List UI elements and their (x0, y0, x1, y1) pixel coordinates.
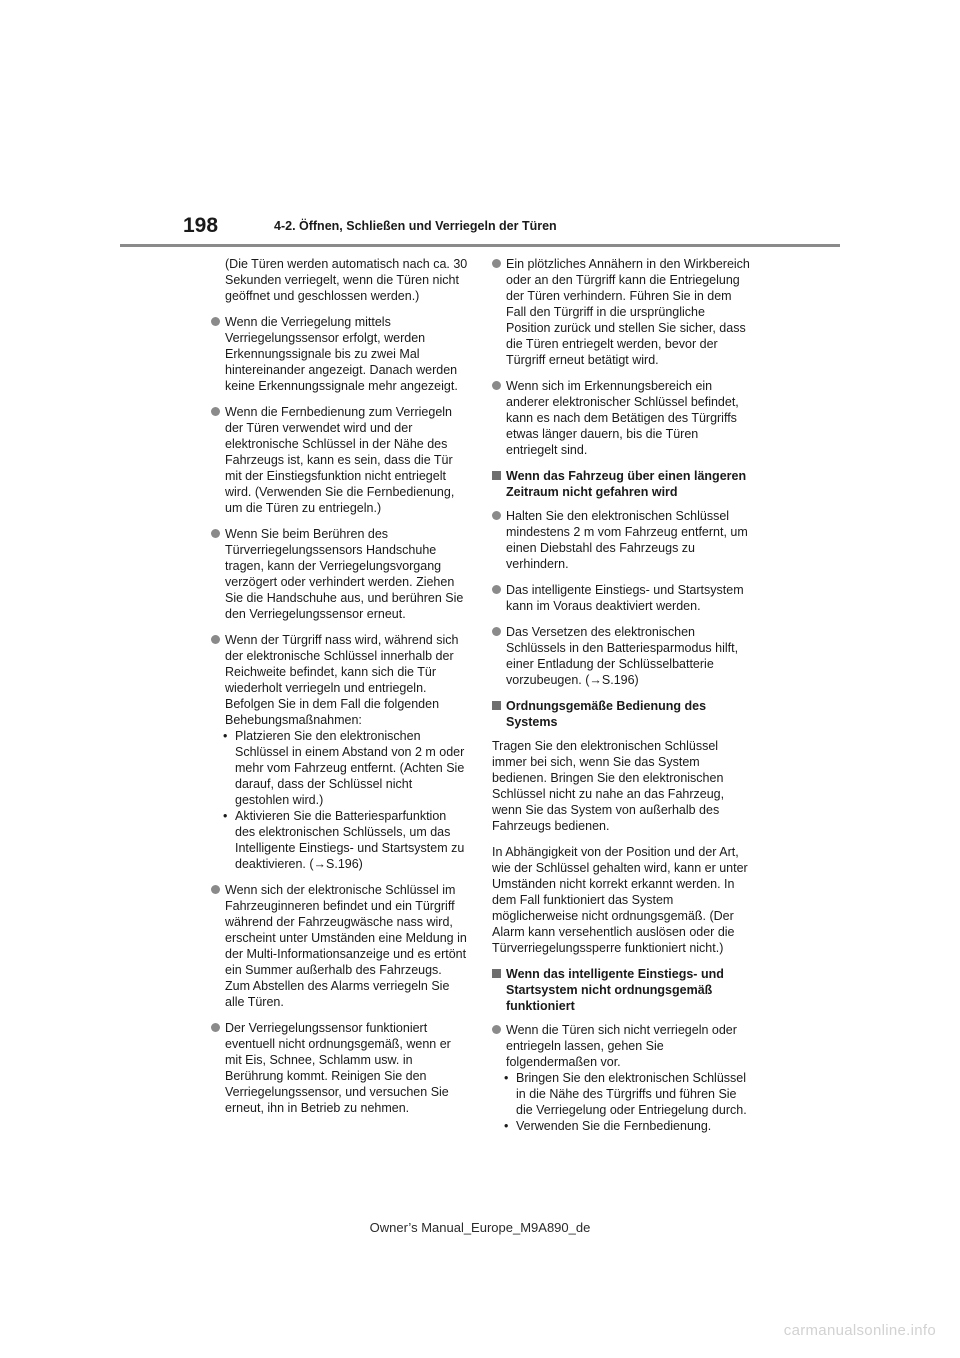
sub-item: • Bringen Sie den elektronischen Schlüssel in die Nähe des Türgriffs und führen Sie die Verriegelung oder Entriegelung durch. (506, 1070, 750, 1118)
list-item: Halten Sie den elektronischen Schlüssel mindestens 2 m vom Fahrzeug entfernt, um einen Diebstahl des Fahrzeugs zu verhindern. (492, 508, 750, 572)
bullet-icon (211, 1023, 220, 1032)
list-item: Wenn die Verriegelung mittels Verriegelungssensor erfolgt, werden Erkennungssignale bis zu zwei Mal hintereinander angezeigt. Danach werden keine Erkennungssignale mehr angezeigt. (211, 314, 469, 394)
subsection-heading: Wenn das intelligente Einstiegs- und Startsystem nicht ordnungsgemäß funktioniert (492, 966, 750, 1014)
list-item: Das intelligente Einstiegs- und Startsystem kann im Voraus deaktiviert werden. (492, 582, 750, 614)
list-item: Wenn die Fernbedienung zum Verriegeln der Türen verwendet wird und der elektronische Schlüssel in der Nähe des Fahrzeugs ist, kann es sein, dass die Tür mit der Einstiegsfunktion nicht entriegelt wird. (Verwenden Sie die Fernbedienung, um die Türen zu entriegeln.) (211, 404, 469, 516)
subsection-heading: Wenn das Fahrzeug über einen längeren Zeitraum nicht gefahren wird (492, 468, 750, 500)
header-divider (120, 244, 840, 247)
watermark: carmanualsonline.info (783, 1322, 936, 1339)
bullet-icon (492, 259, 501, 268)
bullet-icon (211, 635, 220, 644)
list-item: Wenn Sie beim Berühren des Türverriegelungssensors Handschuhe tragen, kann der Verriegelungsvorgang verzögert oder verhindert werden. Ziehen Sie die Handschuhe aus, und berühren Sie den Verriegelungssensor erneut. (211, 526, 469, 622)
body-paragraph: In Abhängigkeit von der Position und der Art, wie der Schlüssel gehalten wird, kann er unter Umständen nicht korrekt erkannt werden. In dem Fall funktioniert das System möglicherweise nicht ordnungsgemäß. (Der Alarm kann versehentlich auslösen oder die Türverriegelungssperre funktioniert nicht.) (492, 845, 748, 955)
sub-item: • Platzieren Sie den elektronischen Schlüssel in einem Abstand von 2 m oder mehr vom Fahrzeug entfernt. (Achten Sie darauf, dass der Schlüssel nicht gestohlen wird.) (225, 728, 469, 808)
square-bullet-icon (492, 969, 501, 978)
bullet-icon (211, 529, 220, 538)
square-bullet-icon (492, 471, 501, 480)
bullet-icon (492, 1025, 501, 1034)
bullet-icon (211, 885, 220, 894)
list-item: Wenn der Türgriff nass wird, während sich der elektronische Schlüssel innerhalb der Reichweite befindet, kann sich die Tür wiederholt verriegeln und entriegeln. Befolgen Sie in dem Fall die folgenden Behebungsmaßnahmen: • Platzieren Sie den elektronischen Schlüssel in einem Abstand von 2 m oder mehr vom Fahrzeug entfernt. (Achten Sie darauf, dass der Schlüssel nicht gestohlen wird.) • Aktivieren Sie die Batteriesparfunktion des elektronischen Schlüssels, um das Intelligente Einstiegs- und Startsystem zu deaktivieren. (→S.196) (211, 632, 469, 872)
list-item: Wenn die Türen sich nicht verriegeln oder entriegeln lassen, gehen Sie folgendermaßen vor. • Bringen Sie den elektronischen Schlüssel in die Nähe des Türgriffs und führen Sie die Verriegelung oder Entriegelung durch. • Verwenden Sie die Fernbedienung. (492, 1022, 750, 1134)
page-number: 198 (183, 214, 219, 237)
list-item: Ein plötzliches Annähern in den Wirkbereich oder an den Türgriff kann die Entriegelung der Türen verhindern. Führen Sie in dem Fall den Türgriff in die ursprüngliche Position zurück und stellen Sie sicher, dass die Türen entriegelt werden, bevor der Türgriff erneut betätigt wird. (492, 256, 750, 368)
list-item: Wenn sich im Erkennungsbereich ein anderer elektronischer Schlüssel befindet, kann es nach dem Betätigen des Türgriffs etwas länger dauern, bis die Türen entriegelt sind. (492, 378, 750, 458)
bullet-icon (492, 511, 501, 520)
subsection-heading: Ordnungsgemäße Bedienung des Systems (492, 698, 750, 730)
bullet-icon (211, 407, 220, 416)
bullet-icon (492, 627, 501, 636)
left-column (211, 256, 469, 1126)
body-paragraph: Tragen Sie den elektronischen Schlüssel immer bei sich, wenn Sie das System bedienen. Bringen Sie den elektronischen Schlüssel nicht zu nahe an das Fahrzeug, wenn Sie das System von außerhalb des Fahrzeugs bedienen. (492, 739, 725, 833)
bullet-icon (492, 381, 501, 390)
list-item: Wenn sich der elektronische Schlüssel im Fahrzeuginneren befindet und ein Türgriff während der Fahrzeugwäsche nass wird, erscheint unter Umständen eine Meldung in der Multi-Informationsanzeige und es ertönt ein Summer außerhalb des Fahrzeugs. Zum Abstellen des Alarms verriegeln Sie alle Türen. (211, 882, 469, 1010)
section-title: 4-2. Öffnen, Schließen und Verriegeln der Türen (274, 219, 557, 233)
footer-text: Owner’s Manual_Europe_M9A890_de (369, 1220, 591, 1235)
list-item: Der Verriegelungssensor funktioniert eventuell nicht ordnungsgemäß, wenn er mit Eis, Schnee, Schlamm usw. in Berührung kommt. Reinigen Sie den Verriegelungssensor, und versuchen Sie erneut, ihn in Betrieb zu nehmen. (211, 1020, 469, 1116)
square-bullet-icon (492, 701, 501, 710)
list-item: Das Versetzen des elektronischen Schlüssels in den Batteriesparmodus hilft, einer Entladung der Schlüsselbatterie vorzubeugen. (→S.196) (492, 624, 750, 688)
sub-item: • Verwenden Sie die Fernbedienung. (506, 1118, 750, 1134)
bullet-icon (492, 585, 501, 594)
right-column (492, 256, 750, 1144)
intro-paragraph: (Die Türen werden automatisch nach ca. 30 Sekunden verriegelt, wenn die Türen nicht geöffnet und geschlossen werden.) (225, 257, 468, 303)
sub-item: • Aktivieren Sie die Batteriesparfunktion des elektronischen Schlüssels, um das Intelligente Einstiegs- und Startsystem zu deaktivieren. (→S.196) (225, 808, 469, 872)
bullet-icon (211, 317, 220, 326)
